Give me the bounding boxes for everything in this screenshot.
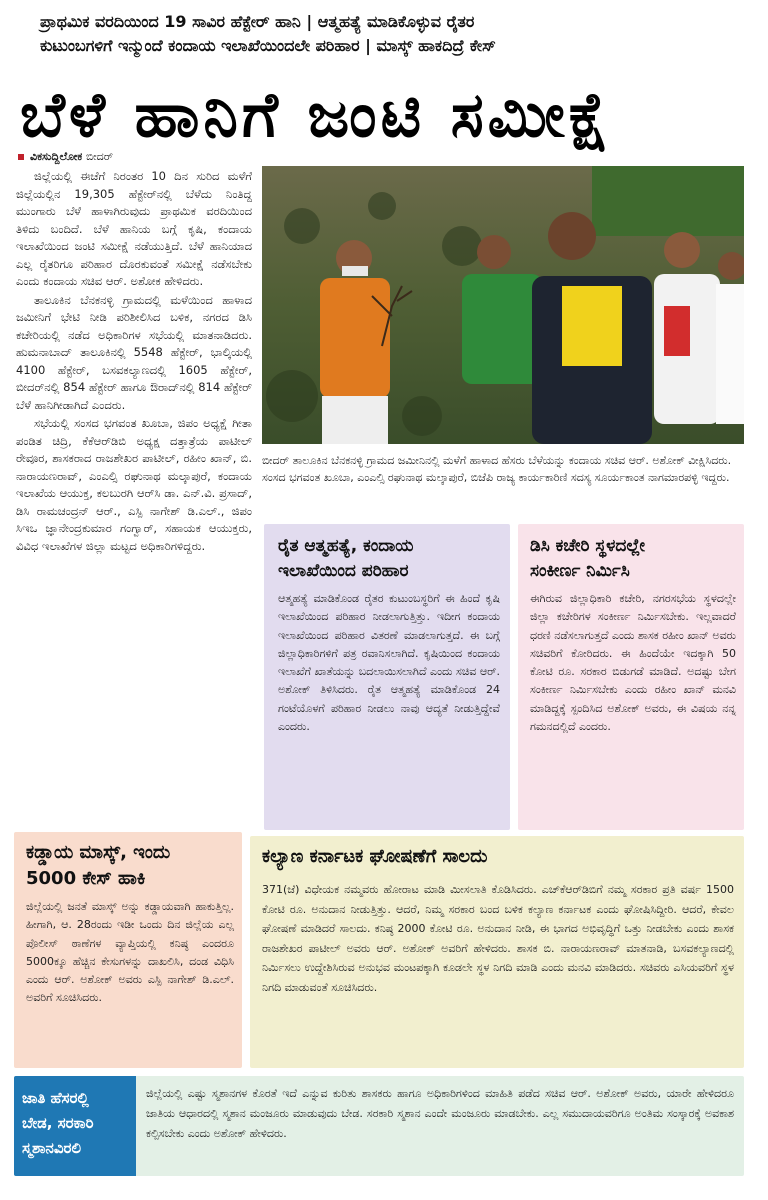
sidebar-cemetery	[14, 1076, 744, 1176]
dateline-place: ಬೀದರ್	[86, 150, 114, 163]
main-story-paragraph-1: ಜಿಲ್ಲೆಯಲ್ಲಿ ಈಚೆಗೆ ನಿರಂತರ 10 ದಿನ ಸುರಿದ ಮಳೆಗೆ ಜಿಲ್ಲೆಯಲ್ಲಿನ 19,305 ಹೆಕ್ಟೇರ್‌ನಲ್ಲಿ ಬೆಳೆದು ನಿಂತಿದ್ದ ಮುಂಗಾರು ಬೆಳೆ ಹಾಳಾಗಿರುವುದು ಪ್ರಾಥಮಿಕ ವರದಿಯಿಂದ ತಿಳಿದು ಬಂದಿದೆ. ಬೆಳೆ ಹಾನಿಯ ಬಗ್ಗೆ ಕೃಷಿ, ಕಂದಾಯ ಇಲಾಖೆಯಿಂದ ಜಂಟಿ ಸಮೀಕ್ಷೆ ನಡೆಯುತ್ತಿದೆ. ಬೆಳೆ ಹಾನಿಯಾದ ಎಲ್ಲ ರೈತರಿಗೂ ಪರಿಹಾರ ದೊರಕುವಂತೆ ಸಮೀಕ್ಷೆ ನಡೆಸಬೇಕು ಎಂದು ಕಂದಾಯ ಸಚಿವ ಆರ್. ಅಶೋಕ ಹೇಳಿದರು.	[16, 169, 252, 288]
mask-box-title	[14, 832, 242, 898]
main-story-paragraph-2: ತಾಲೂಕಿನ ಬೆನಕನಳ್ಳಿ ಗ್ರಾಮದಲ್ಲಿ ಮಳೆಯಿಂದ ಹಾಳಾದ ಜಮೀನಿಗೆ ಭೇಟಿ ನೀಡಿ ಪರಿಶೀಲಿಸಿದ ಬಳಿಕ, ನಗರದ ಡಿಸಿ ಕಚೇರಿಯಲ್ಲಿ ನಡೆದ ಅಧಿಕಾರಿಗಳ ಸಭೆಯಲ್ಲಿ ಮಾತನಾಡಿದರು. ಹುಮನಾಬಾದ್ ತಾಲೂಕಿನಲ್ಲಿ 5548 ಹೆಕ್ಟೇರ್, ಭಾಲ್ಕಿಯಲ್ಲಿ 4100 ಹೆಕ್ಟೇರ್, ಬಸವಕಲ್ಯಾಣದಲ್ಲಿ 1605 ಹೆಕ್ಟೇರ್, ಬೀದರ್‌ನಲ್ಲಿ 854 ಹೆಕ್ಟೇರ್ ಹಾಗೂ ಔರಾದ್‌ನಲ್ಲಿ 814 ಹೆಕ್ಟೇರ್ ಬೆಳೆ ಹಾನಿಗೀಡಾಗಿದೆ ಎಂದರು.	[16, 292, 252, 412]
sidebar-dc-office	[518, 524, 744, 830]
main-story-paragraph-3: ಸಭೆಯಲ್ಲಿ ಸಂಸದ ಭಗವಂತ ಖೂಬಾ, ಜಿಪಂ ಅಧ್ಯಕ್ಷೆ ಗೀತಾ ಪಂಡಿತ ಚಿದ್ರಿ, ಕೆಕೆಆರ್‌ಡಿಬಿ ಅಧ್ಯಕ್ಷ ದತ್ತಾತ್ರೆಯ ಪಾಟೀಲ್ ರೇವೂರ, ಶಾಸಕರಾದ ರಾಜಶೇಖರ ಪಾಟೀಲ್, ರಹೀಂ ಖಾನ್, ಬಿ. ನಾರಾಯಣರಾವ್, ಎಂಎಲ್ಸಿ ರಘುನಾಥ ಮಲ್ಕಾಪುರೆ, ಕಂದಾಯ ಇಲಾಖೆಯ ಆಯುಕ್ತ, ಕಲಬುರಗಿ ಆರ್‌ಸಿ ಡಾ. ಎನ್.ವಿ. ಪ್ರಸಾದ್, ಡಿಸಿ ರಾಮಚಂದ್ರನ್ ಆರ್., ಎಸ್ಪಿ ನಾಗೇಶ್ ಡಿ.ಎಲ್., ಜಿಪಂ ಸಿಇಒ ಜ್ಞಾನೇಂದ್ರಕುಮಾರ ಗಂಗ್ವಾರ್, ಸಹಾಯಕ ಆಯುಕ್ತರು, ವಿವಿಧ ಇಲಾಖೆಗಳ ಜಿಲ್ಲಾ ಮಟ್ಟದ ಅಧಿಕಾರಿಗಳಿದ್ದರು.	[16, 416, 252, 553]
dc-box-title-line-2: ಸಂಕೀರ್ಣ ನಿರ್ಮಿಸಿ	[530, 561, 630, 581]
farmer-box-text: ಆತ್ಮಹತ್ಯೆ ಮಾಡಿಕೊಂಡ ರೈತರ ಕುಟುಂಬಸ್ಥರಿಗೆ ಈ ಹಿಂದೆ ಕೃಷಿ ಇಲಾಖೆಯಿಂದ ಪರಿಹಾರ ನೀಡಲಾಗುತ್ತಿತ್ತು. ಇದೀಗ ಕಂದಾಯ ಇಲಾಖೆಯಿಂದ ಪರಿಹಾರ ವಿತರಣೆ ಮಾಡಲಾಗುತ್ತದೆ. ಈ ಬಗ್ಗೆ ಜಿಲ್ಲಾಧಿಕಾರಿಗಳಿಗೆ ಪತ್ರ ರವಾನಿಸಲಾಗಿದೆ. ಕೃಷಿಯಿಂದ ಕಂದಾಯ ಇಲಾಖೆಗೆ ಖಾತೆಯನ್ನು ಬದಲಾಯಿಸಲಾಗಿದೆ ಎಂದು ಸಚಿವ ಆರ್. ಅಶೋಕ್ ತಿಳಿಸಿದರು. ರೈತ ಆತ್ಮಹತ್ಯೆ ಮಾಡಿಕೊಂಡ 24 ಗಂಟೆಯೊಳಗೆ ಪರಿಹಾರ ನೀಡಲು ನಾವು ಆದ್ಯತೆ ನೀಡುತ್ತಿದ್ದೇವೆ ಎಂದರು.	[278, 592, 500, 734]
cemetery-tag-line-2: ಬೇಡ, ಸರಕಾರಿ	[22, 1114, 94, 1132]
cemetery-tag-line-3: ಸ್ಮಶಾನವಿರಲಿ	[22, 1139, 82, 1157]
mask-box-text: ಜಿಲ್ಲೆಯಲ್ಲಿ ಜನತೆ ಮಾಸ್ಕ್ ಅನ್ನು ಕಡ್ಡಾಯವಾಗಿ ಹಾಕುತ್ತಿಲ್ಲ. ಹೀಗಾಗಿ, ಆ. 28ರಂದು ಇಡೀ ಒಂದು ದಿನ ಜಿಲ್ಲೆಯ ಎಲ್ಲ ಪೊಲೀಸ್ ಠಾಣೆಗಳ ವ್ಯಾಪ್ತಿಯಲ್ಲಿ ಕನಿಷ್ಠ ಎಂದರೂ 5000ಕ್ಕೂ ಹೆಚ್ಚಿನ ಕೇಸುಗಳನ್ನು ದಾಖಲಿಸಿ, ದಂಡ ವಿಧಿಸಿ ಎಂದು ಆರ್. ಅಶೋಕ್ ಅವರು ಎಸ್ಪಿ ನಾಗೇಶ್ ಡಿ.ಎಲ್. ಅವರಿಗೆ ಸೂಚಿಸಿದರು.	[26, 900, 234, 1005]
mask-box-title-line-2: 5000 ಕೇಸ್ ಹಾಕಿ	[26, 868, 146, 889]
sidebar-farmer-compensation	[264, 524, 510, 830]
dc-box-title	[518, 524, 744, 590]
kicker-line-1: ಪ್ರಾಥಮಿಕ ವರದಿಯಿಂದ 19 ಸಾವಿರ ಹೆಕ್ಟೇರ್ ಹಾನಿ | ಆತ್ಮಹತ್ಯೆ ಮಾಡಿಕೊಳ್ಳುವ ರೈತರ	[40, 12, 475, 31]
kicker-line-2: ಕುಟುಂಬಗಳಿಗೆ ಇನ್ಮುಂದೆ ಕಂದಾಯ ಇಲಾಖೆಯಿಂದಲೇ ಪರಿಹಾರ | ಮಾಸ್ಕ್ ಹಾಕದಿದ್ರೆ ಕೇಸ್	[40, 36, 496, 55]
kicker	[40, 10, 750, 58]
dateline	[18, 150, 258, 164]
dc-box-title-line-1: ಡಿಸಿ ಕಚೇರಿ ಸ್ಥಳದಲ್ಲೇ	[530, 536, 645, 556]
bullet-square-icon	[18, 154, 24, 160]
cemetery-box-text: ಜಿಲ್ಲೆಯಲ್ಲಿ ಎಷ್ಟು ಸ್ಮಶಾನಗಳ ಕೊರತೆ ಇದೆ ಎನ್ನುವ ಕುರಿತು ಶಾಸಕರು ಹಾಗೂ ಅಧಿಕಾರಿಗಳಿಂದ ಮಾಹಿತಿ ಪಡೆದ ಸಚಿವ ಆರ್. ಅಶೋಕ್ ಅವರು, ಯಾರೇ ಹೇಳಿದರೂ ಜಾತಿಯ ಆಧಾರದಲ್ಲಿ ಸ್ಮಶಾನ ಮಂಜೂರು ಮಾಡುವುದು ಬೇಡ. ಸರಕಾರಿ ಸ್ಮಶಾನ ಎಂದೇ ಮಂಜೂರು ಮಾಡಬೇಕು. ಎಲ್ಲ ಸಮುದಾಯವರಿಗೂ ಅಂತಿಮ ಸಂಸ್ಕಾರಕ್ಕೆ ಅವಕಾಶ ಕಲ್ಪಿಸಬೇಕು ಎಂದು ಅಶೋಕ್ ಹೇಳಿದರು.	[146, 1087, 734, 1140]
farmer-box-title-line-1: ರೈತ ಆತ್ಮಹತ್ಯೆ, ಕಂದಾಯ	[278, 536, 414, 556]
field-inspection-photo	[262, 166, 744, 444]
main-story	[16, 168, 252, 808]
sidebar-mask-cases	[14, 832, 242, 1068]
news-photo	[262, 166, 744, 444]
cemetery-tag	[14, 1076, 136, 1176]
dc-box-text: ಈಗಿರುವ ಜಿಲ್ಲಾಧಿಕಾರಿ ಕಚೇರಿ, ನಗರಸಭೆಯ ಸ್ಥಳದಲ್ಲೇ ಜಿಲ್ಲಾ ಕಚೇರಿಗಳ ಸಂಕೀರ್ಣ ನಿರ್ಮಿಸಬೇಕು. ಇಲ್ಲವಾದರೆ ಧರಣಿ ನಡೆಸಲಾಗುತ್ತದೆ ಎಂದು ಶಾಸಕ ರಹೀಂ ಖಾನ್ ಅವರು ಸಚಿವರಿಗೆ ಕೋರಿದರು. ಈ ಹಿಂದೆಯೇ ಇದಕ್ಕಾಗಿ 50 ಕೋಟಿ ರೂ. ಸರಕಾರ ಬಿಡುಗಡೆ ಮಾಡಿದೆ. ಅದಷ್ಟು ಬೇಗ ಸಂಕೀರ್ಣ ನಿರ್ಮಿಸಬೇಕು ಎಂದು ರಹೀಂ ಖಾನ್ ಮನವಿ ಮಾಡಿದ್ದಕ್ಕೆ ಸ್ಪಂದಿಸಿದ ಅಶೋಕ್ ಅವರು, ಈ ವಿಷಯ ನನ್ನ ಗಮನದಲ್ಲಿದೆ ಎಂದರು.	[530, 592, 736, 734]
farmer-box-title	[264, 524, 510, 590]
dateline-source: ವಿಕಸುದ್ದಿಲೋಕ	[30, 150, 83, 163]
headline: ಬೆಳೆ ಹಾನಿಗೆ ಜಂಟಿ ಸಮೀಕ್ಷೆ	[20, 78, 613, 151]
kalyana-box-text: 371(ಜೆ) ವಿಧೇಯಕ ನಮ್ಮವರು ಹೋರಾಟ ಮಾಡಿ ಮೀಸಲಾತಿ ಕೊಡಿಸಿದರು. ಎಚ್‌ಕೆಆರ್‌ಡಿಬಿಗೆ ನಮ್ಮ ಸರಕಾರ ಪ್ರತಿ ವರ್ಷ 1500 ಕೋಟಿ ರೂ. ಅನುದಾನ ನೀಡುತ್ತಿತ್ತು. ಆದರೆ, ನಿಮ್ಮ ಸರಕಾರ ಬಂದ ಬಳಿಕ ಕಲ್ಯಾಣ ಕರ್ನಾಟಕ ಎಂದು ಘೋಷಿಸಿದ್ದೀರಿ. ಆದರೆ, ಕೇವಲ ಘೋಷಣೆ ಮಾಡಿದರೆ ಸಾಲದು. ಕನಿಷ್ಠ 2000 ಕೋಟಿ ರೂ. ಅನುದಾನ ನೀಡಿ, ಈ ಭಾಗದ ಅಭಿವೃದ್ಧಿಗೆ ಒತ್ತು ನೀಡಬೇಕು ಎಂದು ಶಾಸಕ ರಾಜಶೇಖರ ಪಾಟೀಲ್ ಅವರು ಆರ್. ಅಶೋಕ್ ಅವರಿಗೆ ಹೇಳಿದರು. ಶಾಸಕ ಬಿ. ನಾರಾಯಣರಾವ್ ಮಾತನಾಡಿ, ಬಸವಕಲ್ಯಾಣದಲ್ಲಿ ನಿರ್ಮಿಸಲು ಉದ್ದೇಶಿಸಿರುವ ಅನುಭವ ಮಂಟಪಕ್ಕಾಗಿ ಕೂಡಲೇ ಸ್ಥಳ ನಿಗದಿ ಮಾಡಿ ಎಂದು ಮನವಿ ಮಾಡಿದರು. ಸಚಿವರು ಎಸಿಯವರಿಗೆ ಸ್ಥಳ ನಿಗದಿ ಮಾಡುವಂತೆ ಸೂಚಿಸಿದರು.	[262, 883, 734, 994]
mask-box-title-line-1: ಕಡ್ಡಾಯ ಮಾಸ್ಕ್, ಇಂದು	[26, 842, 171, 863]
farmer-box-title-line-2: ಇಲಾಖೆಯಿಂದ ಪರಿಹಾರ	[278, 561, 409, 581]
kalyana-box-title: ಕಲ್ಯಾಣ ಕರ್ನಾಟಕ ಘೋಷಣೆಗೆ ಸಾಲದು	[262, 846, 488, 867]
cemetery-tag-line-1: ಜಾತಿ ಹೆಸರಲ್ಲಿ	[22, 1089, 89, 1107]
photo-caption: ಬೀದರ್ ತಾಲೂಕಿನ ಬೆನಕನಳ್ಳಿ ಗ್ರಾಮದ ಜಮೀನಿನಲ್ಲಿ ಮಳೆಗೆ ಹಾಳಾದ ಹೆಸರು ಬೆಳೆಯನ್ನು ಕಂದಾಯ ಸಚಿವ ಆರ್. ಅಶೋಕ್ ವೀಕ್ಷಿಸಿದರು. ಸಂಸದ ಭಗವಂತ ಖೂಬಾ, ಎಂಎಲ್ಸಿ ರಘುನಾಥ ಮಲ್ಕಾಪುರೆ, ಬಿಜೆಪಿ ರಾಜ್ಯ ಕಾರ್ಯಕಾರಿಣಿ ಸದಸ್ಯ ಸೂರ್ಯಕಾಂತ ನಾಗಮಾರಪಳ್ಳಿ ಇದ್ದರು.	[262, 454, 732, 484]
sidebar-kalyana-karnataka	[250, 836, 744, 1068]
